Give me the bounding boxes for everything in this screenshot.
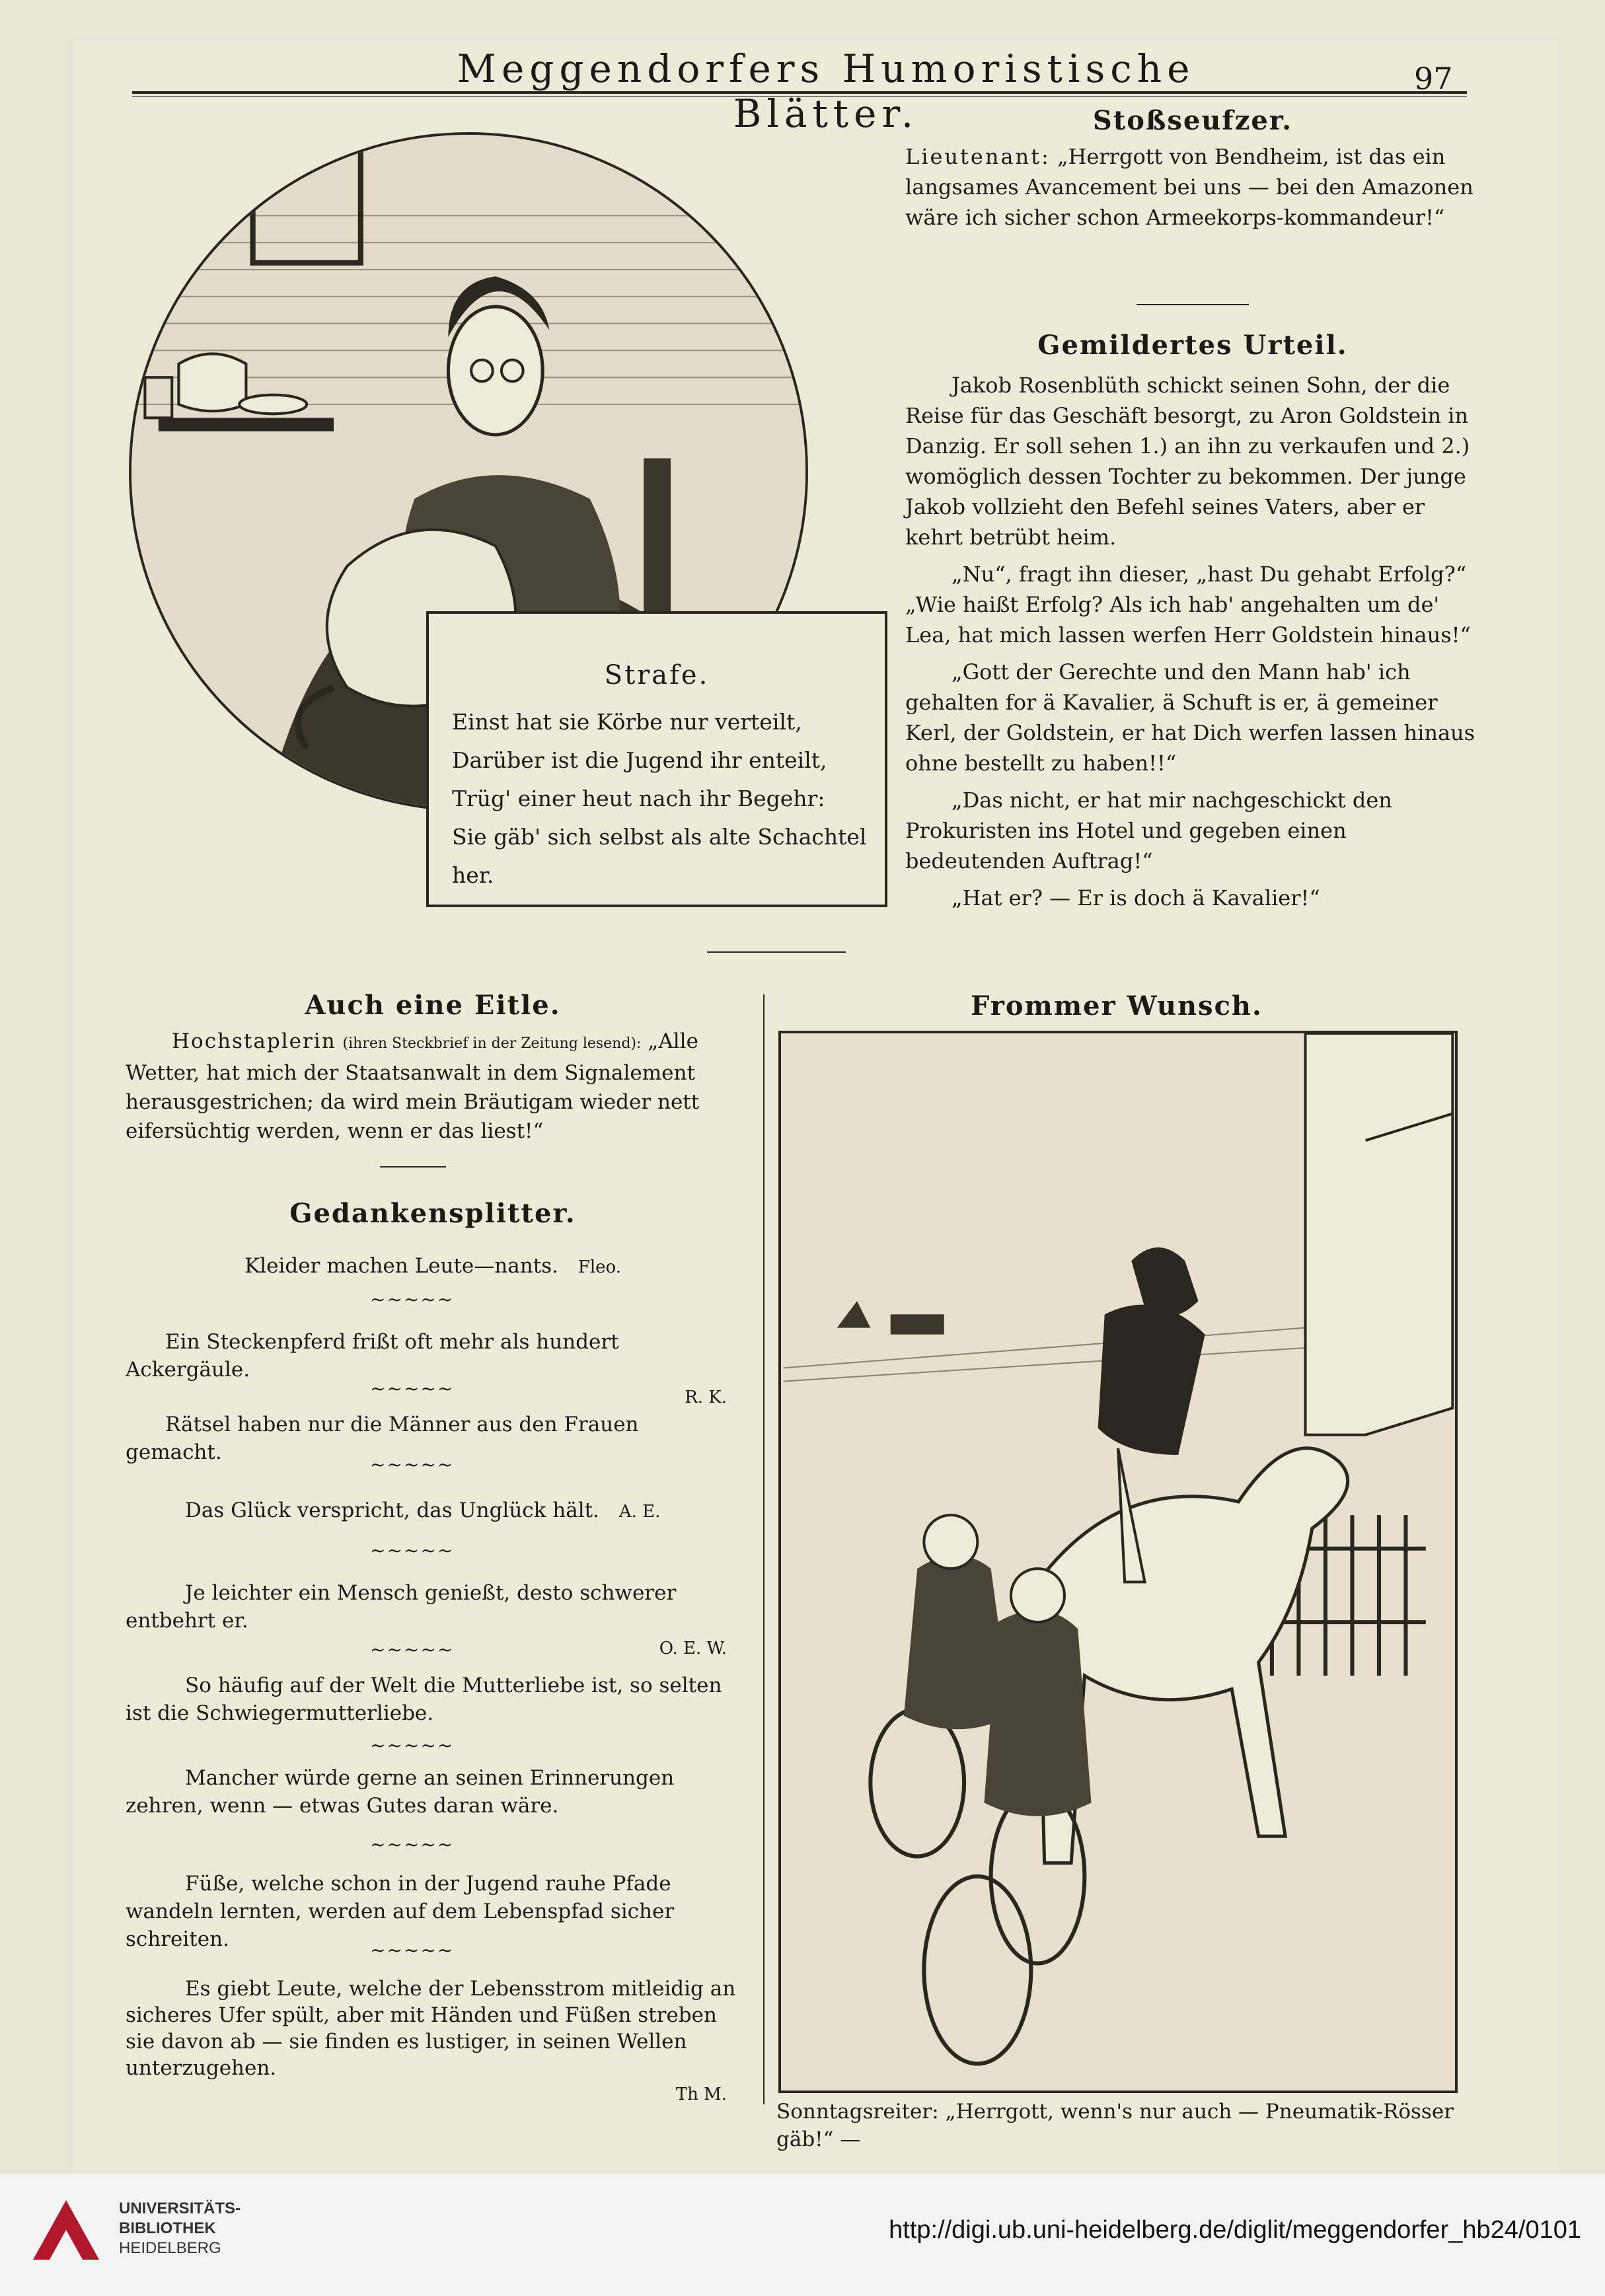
- aphorism-separator: ~~~~~: [370, 1539, 455, 1561]
- source-url[interactable]: http://digi.ub.uni-heidelberg.de/diglit/meggendorfer_hb24/0101: [889, 2216, 1581, 2244]
- urteil-paragraph: „Das nicht, er hat mir nachgeschickt den Prokuristen ins Hotel und gegeben einen bedeutenden Auftrag!“: [905, 788, 1392, 873]
- aphorism-separator: ~~~~~: [370, 1639, 455, 1660]
- aphorism-separator: ~~~~~: [370, 1734, 455, 1756]
- aphorism-author: R. K.: [685, 1388, 727, 1407]
- aphorism-item: So häufig auf der Welt die Mutterliebe ist, so selten ist die Schwiegermutterliebe.: [126, 1674, 722, 1725]
- center-rule: [707, 951, 846, 953]
- urteil-paragraph: Jakob Rosenblüth schickt seinen Sohn, der die Reise für das Geschäft besorgt, zu Aron Goldstein in Danzig. Er soll sehen 1.) an ihn zu verkaufen und 2.) womöglich dessen Tochter zu bekommen. Der junge Jakob vollzieht den Befehl seines Vaters, aber er kehrt betrübt heim.: [905, 373, 1470, 550]
- university-library-logo-icon: [26, 2194, 106, 2266]
- stossseufzer-body: [905, 141, 1480, 233]
- wunsch-caption: Sonntagsreiter: „Herrgott, wenn's nur auch — Pneumatik-Rösser gäb!“ —: [776, 2100, 1454, 2151]
- eitle-title: Auch eine Eitle.: [305, 990, 561, 1021]
- poem-line: Sie gäb' sich selbst als alte Schachtel her.: [452, 824, 867, 888]
- strafe-title: Strafe.: [604, 660, 710, 690]
- stossseufzer-title: Stoßseufzer.: [1092, 105, 1293, 136]
- aphorism-item: Kleider machen Leute—nants. Fleo.: [244, 1254, 621, 1278]
- gedanken-title: Gedankensplitter.: [289, 1198, 576, 1229]
- aphorism-item: Ein Steckenpferd frißt oft mehr als hundert Ackergäule. R. K.: [126, 1328, 740, 1411]
- aphorism-author: Th M.: [675, 2085, 727, 2104]
- digitization-footer: [0, 2174, 1605, 2296]
- section-rule: [380, 1166, 446, 1167]
- aphorism-separator: ~~~~~: [370, 1288, 455, 1310]
- library-name: UNIVERSITÄTS- BIBLIOTHEK HEIDELBERG: [119, 2200, 241, 2257]
- urteil-paragraph: „Nu“, fragt ihn dieser, „hast Du gehabt Erfolg?“ „Wie haißt Erfolg? Als ich hab' angehalten um de' Lea, hat mich lassen werfen Herr Goldstein hinaus!“: [905, 562, 1471, 648]
- aphorism-item: Das Glück verspricht, das Unglück hält. A. E.: [185, 1499, 661, 1522]
- aphorism-item: Rätsel haben nur die Männer aus den Frauen gemacht.: [126, 1413, 639, 1464]
- section-rule: [1137, 304, 1249, 305]
- aphorism-item: Mancher würde gerne an seinen Erinnerungen zehren, wenn — etwas Gutes daran wäre.: [126, 1766, 675, 1818]
- poem-line: Darüber ist die Jugend ihr enteilt,: [452, 747, 827, 773]
- aphorism-separator: ~~~~~: [370, 1833, 455, 1855]
- aphorism-author: A. E.: [618, 1502, 661, 1522]
- column-divider: [763, 994, 765, 2104]
- eitle-section: [126, 991, 740, 1146]
- urteil-paragraph: „Gott der Gerechte und den Mann hab' ich gehalten for ä Kavalier, ä Schuft is er, ä gemeiner Kerl, der Goldstein, er hat Dich werfen lassen hinaus ohne bestellt zu haben!!“: [905, 659, 1475, 776]
- strafe-poem-box: [426, 611, 887, 907]
- cyclists-and-rider-illustration: [778, 1031, 1458, 2093]
- strafe-lines: [452, 703, 868, 895]
- aphorism-separator: ~~~~~: [370, 1378, 455, 1399]
- stossseufzer-speaker: Lieutenant:: [905, 144, 1051, 169]
- aphorism-author: Fleo.: [578, 1257, 621, 1277]
- wunsch-title: Frommer Wunsch.: [971, 990, 1263, 1021]
- urteil-title: Gemildertes Urteil.: [1037, 330, 1348, 361]
- wunsch-section: [780, 991, 1454, 1021]
- eitle-stage-direction: (ihren Steckbrief in der Zeitung lesend):: [342, 1035, 642, 1052]
- running-title: Meggendorfers Humoristische Blätter.: [457, 46, 1195, 136]
- poem-line: Einst hat sie Körbe nur verteilt,: [452, 709, 802, 735]
- eitle-body: [126, 1027, 740, 1146]
- urteil-paragraph: „Hat er? — Er is doch ä Kavalier!“: [952, 885, 1320, 910]
- header-rule-thin: [132, 96, 1467, 97]
- urteil-section: [905, 330, 1480, 913]
- aphorism-item: Je leichter ein Mensch genießt, desto schwerer entbehrt er. O. E. W.: [126, 1579, 740, 1662]
- stossseufzer-section: [905, 106, 1480, 233]
- eitle-speaker: Hochstaplerin: [172, 1029, 336, 1053]
- header-rule: [132, 91, 1467, 94]
- page-number: 97: [1414, 61, 1453, 96]
- aphorism-separator: ~~~~~: [370, 1454, 455, 1475]
- aphorism-item: Füße, welche schon in der Jugend rauhe Pfade wandeln lernten, werden auf dem Lebenspfad sicher schreiten.: [126, 1872, 675, 1951]
- aphorism-author: O. E. W.: [659, 1639, 727, 1658]
- aphorism-separator: ~~~~~: [370, 1939, 455, 1961]
- aphorism-item: Es giebt Leute, welche der Lebensstrom mitleidig an sicheres Ufer spült, aber mit Händen und Füßen streben sie davon ab — sie finden es lustiger, in seinen Wellen unterzugehen. Th M.: [126, 1976, 740, 2108]
- eitle-text: „Alle Wetter, hat mich der Staatsanwalt in dem Signalement herausgestrichen; da wird mein Bräutigam wieder nett eifersüchtig werden, wenn er das liest!“: [126, 1029, 700, 1143]
- stossseufzer-text: „Herrgott von Bendheim, ist das ein langsames Avancement bei uns — bei den Amazonen wäre ich sicher schon Armeekorps-kommandeur!“: [905, 144, 1474, 230]
- poem-line: Trüg' einer heut nach ihr Begehr:: [452, 786, 825, 811]
- gedanken-section: [126, 1199, 740, 1228]
